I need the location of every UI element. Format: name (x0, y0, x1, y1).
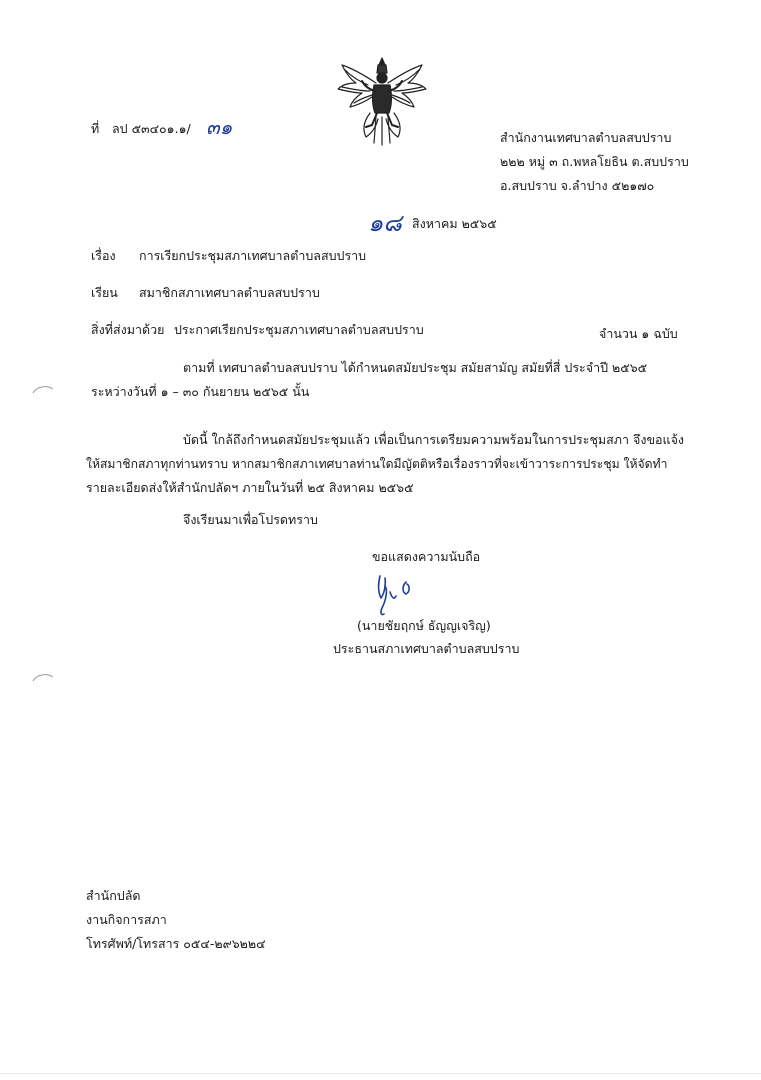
closing-request: จึงเรียนมาเพื่อโปรดทราบ (183, 512, 318, 527)
enclosure-label: สิ่งที่ส่งมาด้วย (91, 322, 165, 337)
punch-hole-mark-icon (32, 672, 54, 682)
enclosure-quantity: จำนวน ๑ ฉบับ (599, 326, 678, 341)
handwritten-signature-icon (372, 570, 420, 620)
signoff-closing: ขอแสดงความนับถือ (372, 549, 481, 564)
subject-label: เรื่อง (91, 248, 116, 263)
footer-phone: โทรศัพท์/โทรสาร ๐๕๔-๒๙๖๒๒๔ (86, 936, 266, 951)
page-bottom-edge (0, 1073, 761, 1074)
sender-office: สำนักงานเทศบาลตำบลสบปราบ (500, 130, 672, 145)
garuda-emblem-icon (332, 55, 432, 147)
doc-number-label: ที่ (91, 121, 100, 136)
doc-number-printed: ลป ๕๓๔๐๑.๑/ (112, 121, 191, 136)
body-paragraph-2-line-1: บัดนี้ ใกล้ถึงกำหนดสมัยประชุมแล้ว เพื่อเป็นการเตรียมความพร้อมในการประชุมสภา จึงขอแจ้ง (183, 432, 684, 447)
signatory-position: ประธานสภาเทศบาลตำบลสบปราบ (333, 641, 520, 656)
date-day-handwritten: ๑๘ (368, 209, 402, 237)
sender-district: อ.สบปราบ จ.ลำปาง ๕๒๑๗๐ (500, 178, 655, 193)
footer-office: สำนักปลัด (86, 888, 141, 903)
enclosure-text: ประกาศเรียกประชุมสภาเทศบาลตำบลสบปราบ (174, 322, 424, 337)
date-month-year: สิงหาคม ๒๕๖๕ (412, 216, 497, 231)
footer-section: งานกิจการสภา (86, 912, 167, 927)
body-paragraph-2-line-2: ให้สมาชิกสภาทุกท่านทราบ หากสมาชิกสภาเทศบาลท่านใดมีญัตติหรือเรื่องราวที่จะเข้าวาระการประชุม ให้จัดทำ (86, 457, 668, 471)
body-paragraph-1-line-1: ตามที่ เทศบาลตำบลสบปราบ ได้กำหนดสมัยประชุม สมัยสามัญ สมัยที่สี่ ประจำปี ๒๕๖๕ (183, 360, 648, 375)
subject-text: การเรียกประชุมสภาเทศบาลตำบลสบปราบ (139, 248, 367, 263)
body-paragraph-2-line-3: รายละเอียดส่งให้สำนักปลัดฯ ภายในวันที่ ๒๕ สิงหาคม ๒๕๖๕ (86, 480, 414, 495)
doc-number-handwritten: ๓๑ (206, 115, 233, 139)
sender-address: ๒๒๒ หมู่ ๓ ถ.พหลโยธิน ต.สบปราบ (500, 154, 689, 169)
recipient-text: สมาชิกสภาเทศบาลตำบลสบปราบ (139, 285, 320, 300)
punch-hole-mark-icon (32, 384, 54, 394)
body-paragraph-1-line-2: ระหว่างวันที่ ๑ – ๓๐ กันยายน ๒๕๖๕ นั้น (91, 384, 310, 399)
signatory-name: (นายชัยฤกษ์ ธัญญเจริญ) (357, 618, 491, 633)
recipient-label: เรียน (91, 285, 118, 300)
